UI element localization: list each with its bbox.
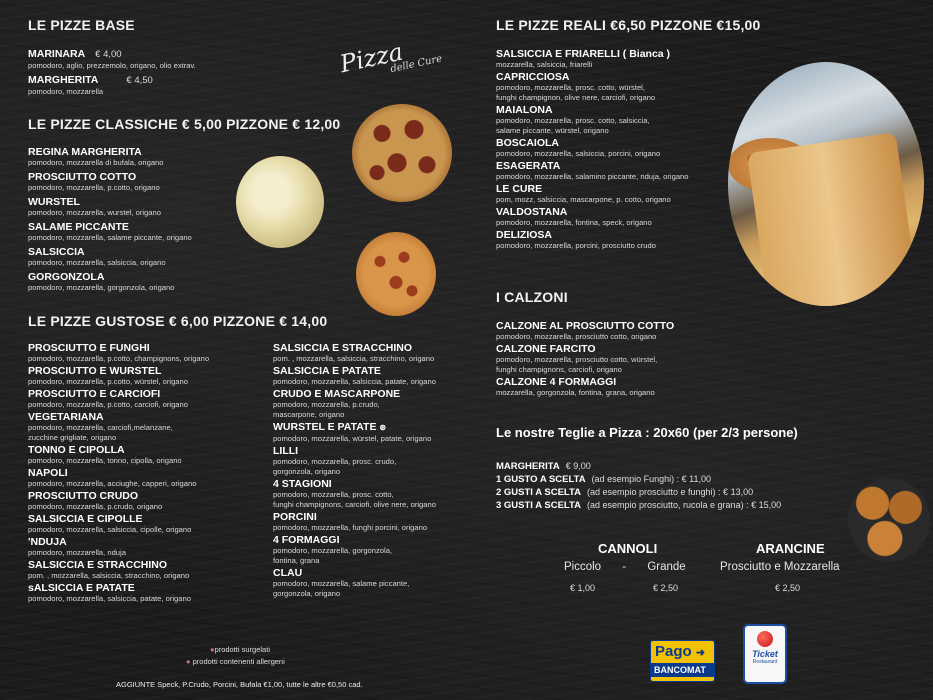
menu-item	[28, 536, 209, 558]
teglie-row	[496, 499, 781, 512]
item-name: 4 FORMAGGI	[273, 534, 340, 546]
item-ingredients: pomodoro, mozzarella, p.cotto, champignons, origano	[28, 354, 210, 363]
teglie-name: 1 GUSTO A SCELTA	[496, 474, 586, 485]
item-ingredients-line2: funghi champignons, carciofi, origano	[496, 365, 622, 374]
item-name: CAPRICCIOSA	[496, 71, 570, 83]
menu-item	[28, 513, 209, 535]
legend-frozen	[210, 645, 285, 654]
item-ingredients: pomodoro, mozzarella, prosc. cotto, würstel,	[496, 83, 645, 92]
item-ingredients: pomodoro, mozzarella, p.crudo,	[273, 400, 380, 409]
menu-item	[28, 582, 209, 604]
item-ingredients: pomodoro, mozzarella, gorgonzola, origano	[28, 283, 175, 292]
item-name: SALSICCIA E STRACCHINO	[28, 559, 168, 571]
teglie-desc: (ad esempio prosciutto e funghi) : € 13,00	[586, 487, 754, 497]
item-name: SALSICCIA	[28, 246, 85, 258]
menu-item	[28, 490, 209, 512]
item-ingredients: pomodoro, mozzarella, salsiccia, porcini, origano	[496, 149, 661, 158]
section-title-reali: LE PIZZE REALI €6,50 PIZZONE €15,00	[496, 17, 761, 33]
menu-item	[273, 342, 436, 364]
item-ingredients: pomodoro, mozzarella, salsiccia, patate, origano	[273, 377, 436, 386]
item-ingredients-line2: funghi champignons, carciofi, olive nere, origano	[273, 500, 436, 509]
item-name: PROSCIUTTO E CARCIOFI	[28, 388, 161, 400]
item-ingredients: pomodoro, mozzarella, acciughe, capperi, origano	[28, 479, 197, 488]
item-name: PROSCIUTTO E FUNGHI	[28, 342, 150, 354]
item-ingredients: pomodoro, mozzarella, prosc. cotto,	[273, 490, 394, 499]
pago-text: Pago	[655, 643, 692, 660]
ticket-label: Ticket	[752, 649, 778, 659]
item-name: PROSCIUTTO COTTO	[28, 171, 137, 183]
item-name: VALDOSTANA	[496, 206, 568, 218]
item-name: SALSICCIA E FRIARELLI ( Bianca )	[496, 48, 671, 60]
section-title-base: LE PIZZE BASE	[28, 17, 135, 33]
menu-item	[28, 246, 192, 268]
menu-item	[273, 511, 436, 533]
item-ingredients: pomodoro, mozzarella, salamino piccante, nduja, origano	[496, 172, 689, 181]
menu-item	[496, 376, 674, 398]
section-title-teglie: Le nostre Teglie a Pizza : 20x60 (per 2/3 persone)	[496, 425, 798, 440]
item-ingredients: pomodoro, mozzarella, prosc. crudo,	[273, 457, 397, 466]
pizza-bianca-image	[236, 156, 324, 248]
item-ingredients: pomodoro, mozzarella, salame piccante, origano	[28, 233, 192, 242]
item-name: TONNO E CIPOLLA	[28, 444, 125, 456]
menu-item	[273, 445, 436, 477]
menu-item	[496, 343, 674, 375]
item-ingredients: pomodoro, mozzarella, prosciutto cotto, würstel,	[496, 355, 658, 364]
logo-line1: Pizza	[337, 37, 406, 79]
menu-item	[28, 146, 192, 168]
item-name: LE CURE	[496, 183, 543, 195]
arancine-price: € 2,50	[775, 583, 801, 593]
item-ingredients: pom. , mozzarella, salsiccia, stracchino, origano	[28, 571, 190, 580]
item-ingredients: pom, mozz, salsiccia, mascarpone, p. cotto, origano	[496, 195, 671, 204]
item-name: LILLI	[273, 445, 299, 457]
menu-item	[496, 71, 688, 103]
item-name: NAPOLI	[28, 467, 68, 479]
teglie-desc: (ad esempio prosciutto, rucola e grana) : € 15,00	[586, 500, 782, 510]
item-ingredients-line2: gorgonzola, origano	[273, 589, 341, 598]
item-name: PORCINI	[273, 511, 317, 523]
calzoni-list	[496, 320, 674, 399]
item-name: MARINARA	[28, 48, 86, 60]
item-ingredients: pomodoro, mozzarella, würstel, patate, origano	[273, 434, 432, 443]
teglie-desc: € 9,00	[565, 461, 591, 471]
logo-line2: delle Cure	[389, 53, 444, 76]
item-ingredients: pomodoro, mozzarella, fontina, speck, origano	[496, 218, 652, 227]
section-title-gustose: LE PIZZE GUSTOSE € 6,00 PIZZONE € 14,00	[28, 313, 328, 329]
cannoli-piccolo-label: Piccolo	[564, 561, 602, 573]
item-ingredients: pom. , mozzarella, salsiccia, stracchino, origano	[273, 354, 435, 363]
item-ingredients-line2: fontina, grana	[273, 556, 320, 565]
item-ingredients: pomodoro, mozzarella, carciofi,melanzane,	[28, 423, 173, 432]
menu-item	[496, 229, 688, 251]
item-name: DELIZIOSA	[496, 229, 553, 241]
cannoli-price-piccolo: € 1,00	[570, 583, 596, 593]
item-name: CRUDO E MASCARPONE	[273, 388, 401, 400]
legend-frozen-label: prodotti surgelati	[214, 645, 270, 654]
menu-item	[28, 171, 192, 193]
menu-item	[273, 478, 436, 510]
menu-item	[28, 559, 209, 581]
item-ingredients: pomodoro, mozzarella di bufala, origano	[28, 158, 164, 167]
teglie-name: 3 GUSTI A SCELTA	[496, 500, 581, 511]
item-price: € 4,00	[95, 49, 122, 60]
item-ingredients: pomodoro, mozzarella	[28, 87, 104, 96]
item-name: SALAME PICCANTE	[28, 221, 129, 233]
cannoli-grande-label: Grande	[647, 561, 686, 573]
menu-item	[496, 104, 688, 136]
menu-item	[273, 365, 436, 387]
item-ingredients-line2: funghi champignon, olive nere, carciofi, origano	[496, 93, 656, 102]
item-name: MAIALONA	[496, 104, 553, 116]
menu-item	[496, 206, 688, 228]
item-ingredients: pomodoro, mozzarella, salsiccia, origano	[28, 258, 166, 267]
menu-item	[28, 221, 192, 243]
allergen-marker-icon: ⊛	[379, 423, 387, 432]
item-ingredients-line2: zucchine grigliate, origano	[28, 433, 117, 442]
item-ingredients: pomodoro, mozzarella, tonno, cipolla, origano	[28, 456, 182, 465]
item-ingredients-line2: mascarpone, origano	[273, 410, 345, 419]
menu-item	[496, 320, 674, 342]
item-name: CALZONE 4 FORMAGGI	[496, 376, 617, 388]
menu-item	[496, 160, 688, 182]
item-ingredients: pomodoro, mozzarella, p.cotto, würstel, origano	[28, 377, 188, 386]
item-ingredients: pomodoro, aglio, prezzemolo, origano, olio extrav.	[28, 61, 196, 70]
menu-item	[28, 365, 209, 387]
teglie-row	[496, 460, 781, 473]
base-list	[28, 48, 196, 100]
item-ingredients-line2: gorgonzola, origano	[273, 467, 341, 476]
menu-item	[28, 467, 209, 489]
menu-item	[273, 388, 436, 420]
item-ingredients: mozzarella, salsiccia, friarelli	[496, 60, 593, 69]
pizzeria-logo	[337, 30, 443, 85]
item-name: REGINA MARGHERITA	[28, 146, 142, 158]
item-name: MARGHERITA	[28, 74, 99, 86]
menu-item	[273, 421, 436, 444]
legend-allergens-label: prodotti contenenti allergeni	[192, 657, 285, 666]
arancine-desc: Prosciutto e Mozzarella	[720, 561, 840, 573]
focaccia-tray-image	[747, 132, 919, 306]
item-name: SALSICCIA E CIPOLLE	[28, 513, 143, 525]
ticket-dot-icon	[757, 631, 773, 647]
item-ingredients: pomodoro, mozzarella, salame piccante,	[273, 579, 410, 588]
menu-item	[28, 444, 209, 466]
item-name: PROSCIUTTO E WURSTEL	[28, 365, 162, 377]
item-ingredients: pomodoro, mozzarella, prosc. cotto, salsiccia,	[496, 116, 650, 125]
restaurant-label: Restaurant	[752, 659, 778, 665]
allergen-marker-icon: ●	[186, 657, 191, 666]
item-ingredients: pomodoro, mozzarella, wurstel, origano	[28, 208, 161, 217]
menu-item	[28, 411, 209, 443]
pizza-pepperoni-image	[356, 232, 436, 316]
teglie-desc: (ad esempio Funghi) : € 11,00	[591, 474, 711, 484]
item-ingredients: pomodoro, mozzarella, salsiccia, cipolle, origano	[28, 525, 192, 534]
reali-list	[496, 48, 688, 252]
item-ingredients: pomodoro, mozzarella, nduja	[28, 548, 126, 557]
menu-item	[273, 534, 436, 566]
item-ingredients: pomodoro, mozzarella, p.cotto, origano	[28, 183, 160, 192]
classiche-list	[28, 146, 192, 296]
menu-item	[28, 48, 196, 71]
gustose-list-col2	[273, 342, 436, 600]
item-name: GORGONZOLA	[28, 271, 105, 283]
item-name: sALSICCIA E PATATE	[28, 582, 135, 594]
cannoli-title: CANNOLI	[598, 541, 658, 556]
menu-item	[28, 342, 209, 364]
cannoli-sizes	[564, 561, 686, 573]
cannoli-dash: -	[622, 561, 627, 573]
menu-item	[28, 74, 196, 97]
pizza-salame-image	[352, 104, 452, 202]
menu-item	[28, 388, 209, 410]
item-name: SALSICCIA E PATATE	[273, 365, 381, 377]
item-ingredients-line2: salame piccante, würstel, origano	[496, 126, 609, 135]
section-title-classiche: LE PIZZE CLASSICHE € 5,00 PIZZONE € 12,00	[28, 116, 341, 132]
teglie-list	[496, 460, 781, 512]
item-name: SALSICCIA E STRACCHINO	[273, 342, 413, 354]
pago-label	[651, 641, 714, 660]
menu-item	[496, 183, 688, 205]
menu-item	[273, 567, 436, 599]
item-ingredients: mozzarella, gorgonzola, fontina, grana, origano	[496, 388, 655, 397]
item-name: VEGETARIANA	[28, 411, 104, 423]
item-ingredients: pomodoro, mozzarella, p.crudo, origano	[28, 502, 163, 511]
item-name: WURSTEL	[28, 196, 80, 208]
bancomat-label: BANCOMAT	[651, 663, 714, 677]
pizza-counter-photo	[728, 62, 924, 306]
item-name: 'NDUJA	[28, 536, 67, 548]
menu-item	[496, 48, 688, 70]
teglie-row	[496, 486, 781, 499]
gustose-list-col1	[28, 342, 209, 605]
item-name: 4 STAGIONI	[273, 478, 332, 490]
item-ingredients: pomodoro, mozzarella, gorgonzola,	[273, 546, 393, 555]
item-name: PROSCIUTTO CRUDO	[28, 490, 139, 502]
teglie-name: MARGHERITA	[496, 461, 560, 472]
teglie-row	[496, 473, 781, 486]
menu-item	[28, 196, 192, 218]
item-name: BOSCAIOLA	[496, 137, 559, 149]
item-name	[273, 421, 436, 434]
arancine-photo	[848, 478, 930, 562]
item-ingredients: pomodoro, mozzarella, porcini, prosciutto crudo	[496, 241, 656, 250]
teglie-name: 2 GUSTI A SCELTA	[496, 487, 581, 498]
item-price: € 4,50	[126, 75, 153, 86]
item-ingredients: pomodoro, mozzarella, prosciutto cotto, origano	[496, 332, 657, 341]
menu-item	[28, 271, 192, 293]
item-name: ESAGERATA	[496, 160, 561, 172]
item-name: CALZONE AL PROSCIUTTO COTTO	[496, 320, 675, 332]
pago-bancomat-logo	[650, 640, 715, 682]
item-ingredients: pomodoro, mozzarella, p.cotto, carciofi, origano	[28, 400, 188, 409]
ticket-restaurant-logo	[743, 624, 787, 684]
item-name: CALZONE FARCITO	[496, 343, 596, 355]
item-ingredients: pomodoro, mozzarella, funghi porcini, origano	[273, 523, 428, 532]
item-name: CLAU	[273, 567, 303, 579]
legend	[186, 645, 285, 666]
section-title-calzoni: I CALZONI	[496, 289, 568, 305]
item-name-text: WURSTEL E PATATE	[273, 421, 377, 433]
arancine-title: ARANCINE	[756, 541, 825, 556]
frozen-marker-icon: ●	[210, 645, 215, 654]
aggiunte-note: AGGIUNTE Speck, P.Crudo, Porcini, Bufala €1,00, tutte le altre €0,50 cad.	[116, 680, 363, 689]
arrow-icon: ➜	[695, 647, 706, 659]
menu-item	[496, 137, 688, 159]
legend-allergens	[186, 657, 285, 666]
cannoli-price-grande: € 2,50	[653, 583, 679, 593]
item-ingredients: pomodoro, mozzarella, salsiccia, patate, origano	[28, 594, 191, 603]
